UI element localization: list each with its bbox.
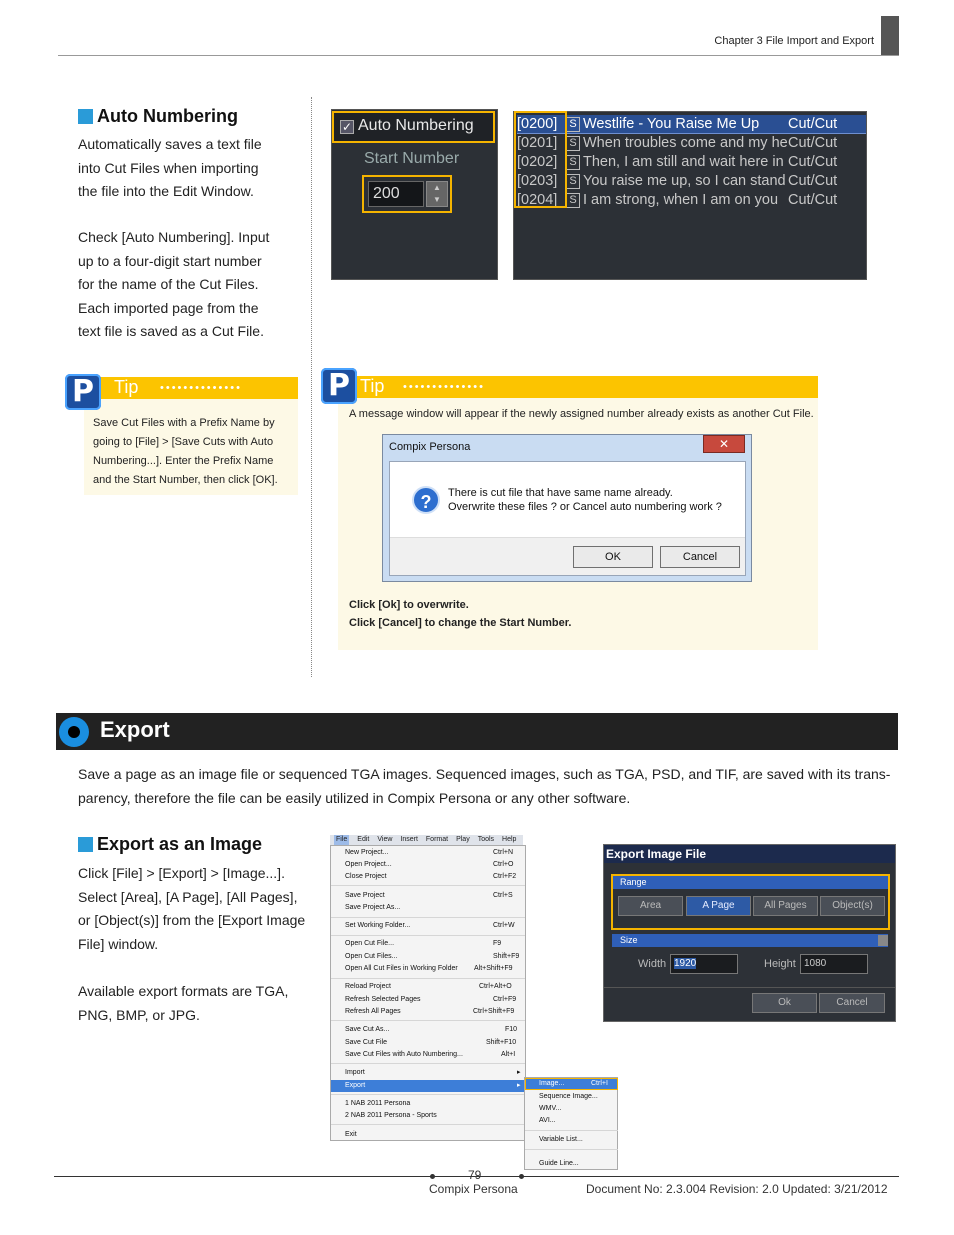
menu-insert[interactable]: Insert	[400, 836, 418, 843]
section-square-icon	[78, 109, 93, 124]
menu-item[interactable]: 1 NAB 2011 Persona	[345, 1100, 411, 1107]
dialog-title: Compix Persona	[389, 441, 471, 453]
export-ok-button[interactable]: Ok	[752, 993, 817, 1013]
menu-item[interactable]: Save Cut Files with Auto Numbering...	[345, 1051, 463, 1058]
menu-item[interactable]: Exit	[345, 1131, 357, 1138]
export-title: Export	[100, 717, 170, 742]
export-section-bar	[56, 713, 898, 750]
overwrite-dialog	[382, 434, 752, 582]
cut-list-row[interactable]: [0201] S When troubles come and my heCut/Cut	[517, 135, 838, 151]
spin-up-icon[interactable]: ▲	[433, 183, 441, 192]
menu-separator	[331, 935, 525, 936]
ok-button[interactable]: OK	[573, 546, 653, 568]
cut-list-row[interactable]: [0204] S I am strong, when I am on you Cut/Cut	[517, 192, 838, 208]
s-icon: S	[566, 174, 580, 189]
menu-item[interactable]: Save Project	[345, 892, 385, 899]
question-icon: ?	[412, 486, 440, 514]
page-number: 79	[468, 1168, 482, 1182]
spin-down-icon[interactable]: ▼	[433, 195, 441, 204]
footer-dot-right	[519, 1174, 524, 1179]
submenu-item[interactable]: Sequence Image...	[539, 1093, 598, 1100]
menu-view[interactable]: View	[377, 836, 393, 843]
range-a-page-button[interactable]: A Page	[686, 896, 751, 916]
persona-logo-icon: P	[65, 374, 101, 410]
menu-separator	[331, 885, 525, 886]
menu-item[interactable]: Save Project As...	[345, 904, 401, 911]
dialog-message: There is cut file that have same name already. Overwrite these files ? or Cancel auto numbering work ?	[448, 487, 722, 513]
export-intro: Save a page as an image file or sequenced TGA images. Sequenced images, such as TGA, PSD, and TIF, are saved with its trans- parency, therefore the file can be easily utilized in Compix Persona or any other software.	[78, 766, 891, 806]
menu-item[interactable]: Refresh Selected Pages	[345, 996, 421, 1003]
section-square-icon	[78, 837, 93, 852]
section-bullet-icon	[59, 717, 89, 747]
cancel-button[interactable]: Cancel	[660, 546, 740, 568]
submenu-item[interactable]: AVI...	[539, 1117, 556, 1124]
menu-play[interactable]: Play	[456, 836, 470, 843]
size-section: Size	[612, 934, 888, 947]
range-all-pages-button[interactable]: All Pages	[753, 896, 818, 916]
menu-item[interactable]: Close Project	[345, 873, 387, 880]
menu-file[interactable]: File	[336, 836, 348, 843]
menu-item[interactable]: Import	[345, 1069, 365, 1076]
menu-bar	[330, 835, 523, 845]
export-submenu: Image... Ctrl+I Sequence Image... WMV... AVI... Variable List... Guide Line...	[524, 1077, 618, 1170]
s-icon: S	[566, 155, 580, 170]
menu-item[interactable]: Save Cut As...	[345, 1026, 390, 1033]
start-number-input[interactable]: 200	[368, 181, 424, 207]
tip-right-message: A message window will appear if the newly assigned number already exists as another Cut File.	[349, 408, 814, 420]
s-icon: S	[566, 136, 580, 151]
tip-bar-left: Tip ••••••••••••••	[84, 377, 298, 399]
id-highlight	[514, 111, 567, 208]
export-image-dialog	[603, 844, 896, 1022]
menu-separator	[331, 1094, 525, 1095]
submenu-item[interactable]: WMV...	[539, 1105, 562, 1112]
auto-numbering-checkbox[interactable]: ✓ Auto Numbering	[332, 111, 495, 143]
chapter-header: Chapter 3 File Import and Export	[714, 35, 874, 47]
dialog-footer	[390, 537, 745, 575]
menu-item[interactable]: New Project...	[345, 849, 389, 856]
export-dialog-title: Export Image File	[604, 845, 895, 863]
start-number-stepper[interactable]	[362, 175, 452, 213]
menu-item[interactable]: Refresh All Pages	[345, 1008, 401, 1015]
file-menu: New Project... Ctrl+N Open Project... Ctrl+O Close Project Ctrl+F2 Save Project Ctrl+S Save Project As... Set Working Folder... Ctrl+W Open Cut File... F9 Open Cut Files... Shift+F9 Open All Cut Files in Working Folder Alt+Shift+F9 Reload Project Ctrl+Alt+O Refresh Selected Pages Ctrl+F9 Refresh All Pages Ctrl+Shift+F9 Save Cut As... F10 Save Cut File Shift+F10 Save Cut Files with Auto Numbering... Alt+I Import ▸ Export ▸ 1 NAB 2011 Persona 2 NAB 2011 Persona - Sports Exit	[330, 845, 526, 1141]
export-image-para2: Available export formats are TGA, PNG, BMP, or JPG.	[78, 983, 289, 1023]
export-image-heading: Export as an Image	[78, 834, 262, 855]
s-icon: S	[566, 117, 580, 132]
footer-product: Compix Persona	[429, 1182, 518, 1196]
height-input[interactable]: 1080	[800, 954, 868, 974]
menu-item[interactable]: Open All Cut Files in Working Folder	[345, 965, 458, 972]
submenu-item-image[interactable]: Image...	[539, 1080, 565, 1087]
menu-separator	[331, 917, 525, 918]
range-section: Range	[612, 876, 888, 889]
menu-separator	[331, 1063, 525, 1064]
submenu-item[interactable]: Guide Line...	[539, 1160, 579, 1167]
cut-list-row[interactable]: [0203] S You raise me up, so I can stand Cut/Cut	[517, 173, 838, 189]
cut-list-row[interactable]: [0202] S Then, I am still and wait here in Cut/Cut	[517, 154, 838, 170]
collapse-icon[interactable]	[878, 935, 888, 946]
close-icon[interactable]: ✕	[703, 435, 745, 453]
menu-separator	[331, 1124, 525, 1125]
dialog-body	[389, 461, 746, 576]
header-rule	[58, 55, 899, 56]
persona-logo-icon: P	[321, 368, 357, 404]
auto-numbering-para2: Check [Auto Numbering]. Input up to a four-digit start number for the name of the Cut Files. Each imported page from the text file is saved as a Cut File.	[78, 229, 270, 339]
menu-item[interactable]: Reload Project	[345, 983, 391, 990]
tip-bar-right: Tip ••••••••••••••	[338, 376, 818, 398]
menu-separator	[331, 1020, 525, 1021]
menu-item[interactable]: Open Project...	[345, 861, 392, 868]
range-objects-button[interactable]: Object(s)	[820, 896, 885, 916]
submenu-item[interactable]: Variable List...	[539, 1136, 583, 1143]
auto-numbering-heading: Auto Numbering	[78, 106, 238, 127]
menu-separator	[525, 1149, 618, 1150]
footer-document: Document No: 2.3.004 Revision: 2.0 Updated: 3/21/2012	[586, 1182, 888, 1196]
tip-left-text: Save Cut Files with a Prefix Name by going to [File] > [Save Cuts with Auto Numbering...]. Enter the Prefix Name and the Start Number, then click [OK].	[93, 417, 278, 486]
menu-edit[interactable]: Edit	[357, 836, 370, 843]
menu-item[interactable]: Set Working Folder...	[345, 922, 411, 929]
s-icon: S	[566, 193, 580, 208]
menu-item-export[interactable]: Export	[345, 1082, 366, 1089]
start-number-label: Start Number	[364, 150, 460, 167]
menu-item[interactable]: Open Cut File...	[345, 940, 395, 947]
column-divider	[311, 97, 312, 677]
menu-format[interactable]: Format	[425, 836, 449, 843]
menu-tools[interactable]: Tools	[477, 836, 495, 843]
export-cancel-button[interactable]: Cancel	[819, 993, 885, 1013]
header-block	[881, 16, 899, 56]
width-input[interactable]: 1920	[670, 954, 738, 974]
footer-dot-left	[430, 1174, 435, 1179]
menu-item[interactable]: 2 NAB 2011 Persona - Sports	[345, 1112, 437, 1119]
width-label: Width	[638, 958, 667, 970]
height-label: Height	[764, 958, 796, 970]
cut-list-row[interactable]: [0200] S Westlife - You Raise Me Up Cut/Cut	[517, 115, 866, 134]
menu-separator	[331, 978, 525, 979]
spin-buttons[interactable]	[426, 181, 448, 207]
menu-separator	[525, 1130, 618, 1131]
menu-item[interactable]: Open Cut Files...	[345, 953, 398, 960]
export-image-para1: Click [File] > [Export] > [Image...]. Select [Area], [A Page], [All Pages], or [Object(s)] from the [Export Image File] window.	[78, 865, 306, 952]
menu-item[interactable]: Save Cut File	[345, 1039, 388, 1046]
checkmark-icon: ✓	[341, 120, 353, 134]
tip-right-notes: Click [Ok] to overwrite. Click [Cancel] to change the Start Number.	[349, 599, 572, 629]
menu-help[interactable]: Help	[502, 836, 517, 843]
dialog-divider	[604, 987, 895, 988]
auto-numbering-para1: Automatically saves a text file into Cut Files when importing the file into the Edit Window.	[78, 136, 262, 199]
range-area-button[interactable]: Area	[618, 896, 683, 916]
